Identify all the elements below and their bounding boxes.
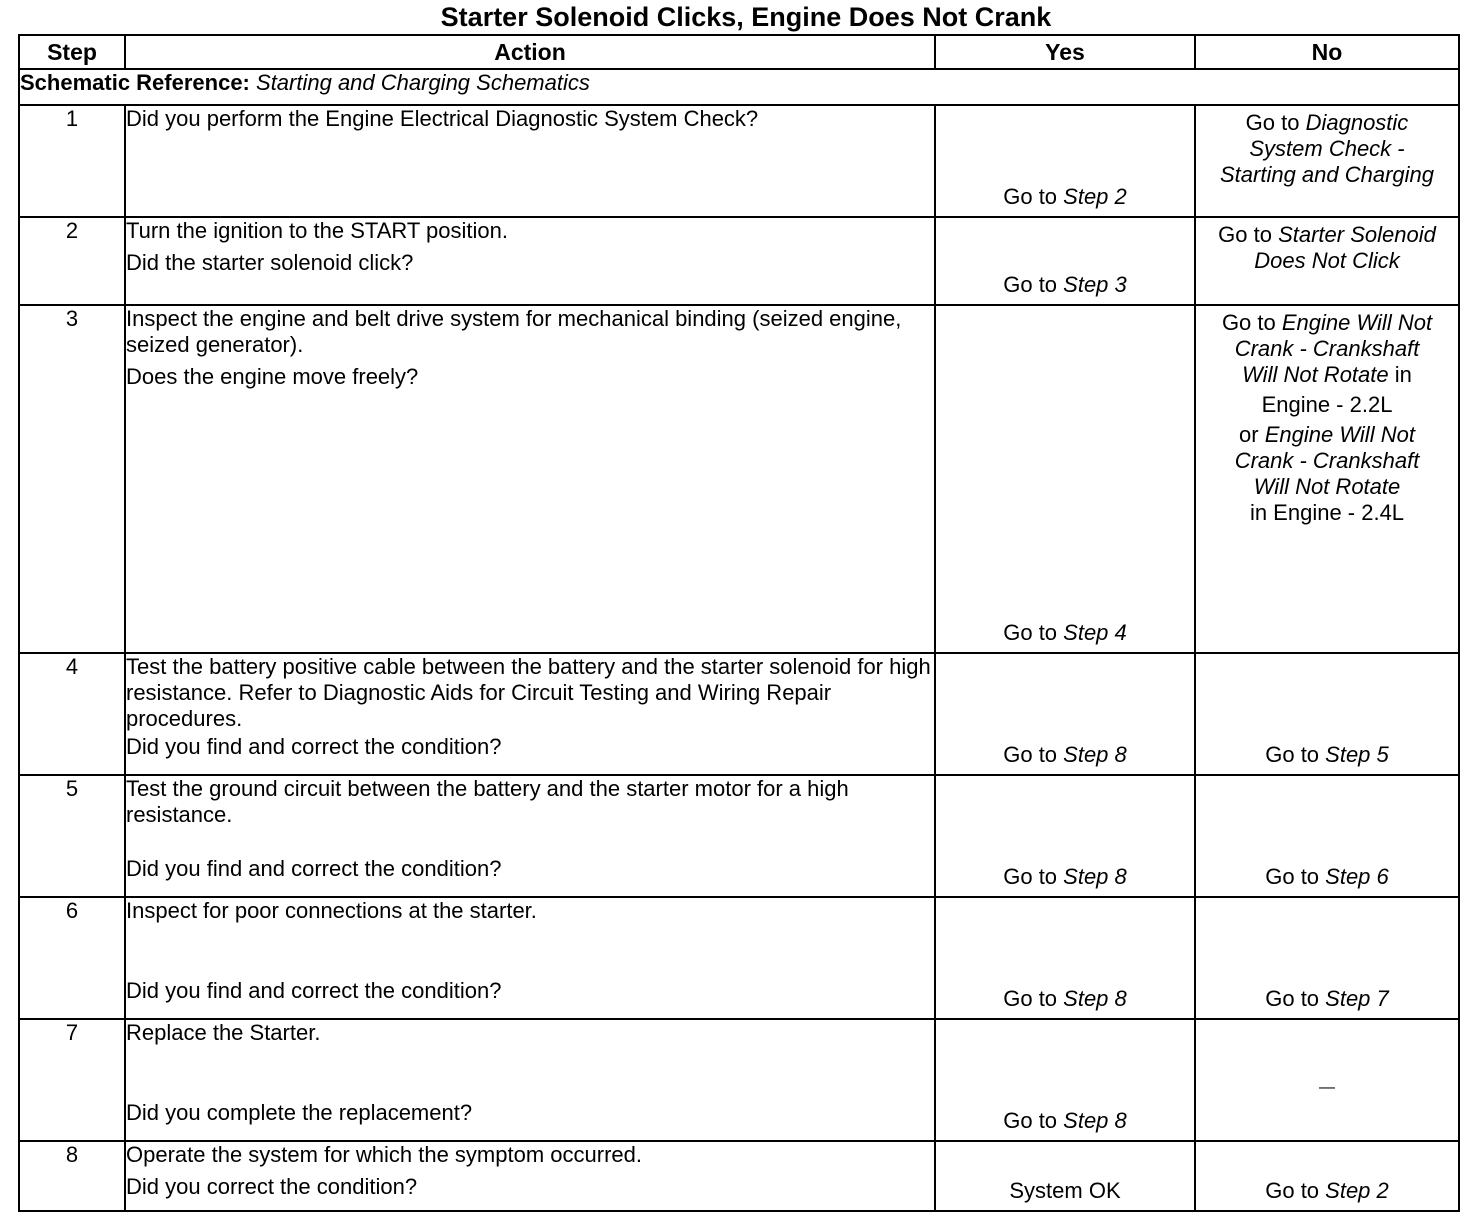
no-goto — [1196, 986, 1458, 1012]
action-text: Turn the ignition to the START position. — [126, 218, 508, 243]
goto-link[interactable]: Step 2 — [1063, 184, 1127, 209]
yes-cell — [935, 1019, 1195, 1141]
yes-cell — [935, 105, 1195, 217]
goto-prefix: Go to — [1265, 864, 1326, 889]
no-cell — [1195, 775, 1459, 897]
goto-link[interactable]: Step 7 — [1325, 986, 1389, 1011]
action-question: Does the engine move freely? — [126, 364, 419, 389]
yes-cell — [935, 217, 1195, 305]
yes-cell — [935, 897, 1195, 1019]
table-row — [19, 217, 1459, 305]
yes-cell — [935, 305, 1195, 653]
yes-goto — [936, 184, 1194, 210]
goto-prefix: Go to — [1003, 1108, 1064, 1133]
no-goto — [1196, 1178, 1458, 1204]
goto-link[interactable]: Engine Will Not Crank - Crankshaft Will Not Rotate — [1234, 310, 1433, 387]
no-cell — [1195, 897, 1459, 1019]
or-label: or — [1239, 422, 1265, 447]
goto-prefix: Go to — [1003, 184, 1064, 209]
table-row — [19, 653, 1459, 775]
goto-link[interactable]: Step 4 — [1063, 620, 1127, 645]
schematic-reference — [19, 69, 1459, 105]
goto-prefix: Go to — [1218, 222, 1279, 247]
goto-link[interactable]: Diagnostic System Check - Starting and Charging — [1219, 110, 1435, 187]
no-cell — [1195, 653, 1459, 775]
goto-link[interactable]: Step 2 — [1325, 1178, 1389, 1203]
table-row — [19, 775, 1459, 897]
table-row — [19, 897, 1459, 1019]
table-row — [19, 105, 1459, 217]
step-number: 1 — [19, 105, 125, 217]
action-question: Did you find and correct the condition? — [126, 978, 502, 1003]
goto-link[interactable]: Step 5 — [1325, 742, 1389, 767]
action-question: Did you find and correct the condition? — [126, 856, 502, 881]
goto-prefix: Go to — [1003, 742, 1064, 767]
action-cell — [125, 1141, 935, 1211]
no-cell — [1195, 1141, 1459, 1211]
yes-cell — [935, 775, 1195, 897]
goto-prefix: Go to — [1245, 110, 1306, 135]
no-cell — [1195, 1019, 1459, 1141]
engine-variant-label: Engine - 2.2L — [1261, 392, 1393, 417]
goto-prefix: Go to — [1003, 986, 1064, 1011]
goto-prefix: Go to — [1003, 620, 1064, 645]
step-number: 3 — [19, 305, 125, 653]
header-step: Step — [19, 35, 125, 69]
yes-goto — [936, 864, 1194, 890]
alternate-goto — [1216, 422, 1438, 500]
no-goto — [1196, 864, 1458, 890]
header-yes: Yes — [935, 35, 1195, 69]
no-goto — [1196, 742, 1458, 768]
schematic-label: Schematic Reference: — [20, 70, 250, 95]
yes-goto — [936, 1108, 1194, 1134]
no-cell — [1195, 217, 1459, 305]
step-number: 5 — [19, 775, 125, 897]
yes-goto — [936, 986, 1194, 1012]
action-question: Did you correct the condition? — [126, 1174, 418, 1199]
no-goto — [1196, 218, 1458, 274]
no-goto — [1196, 106, 1458, 188]
table-row — [19, 1141, 1459, 1211]
action-cell — [125, 217, 935, 305]
action-cell — [125, 105, 935, 217]
action-text: Inspect the engine and belt drive system for mechanical binding (seized engine, seized generator). — [126, 306, 902, 357]
header-action: Action — [125, 35, 935, 69]
goto-link[interactable]: Engine Will Not Crank - Crankshaft Will Not Rotate — [1234, 422, 1420, 499]
yes-goto — [936, 272, 1194, 298]
table-row — [19, 305, 1459, 653]
no-goto — [1196, 306, 1458, 526]
action-cell — [125, 897, 935, 1019]
no-cell — [1195, 105, 1459, 217]
yes-cell — [935, 653, 1195, 775]
goto-link[interactable]: Step 8 — [1063, 742, 1127, 767]
engine-variant-label: in Engine - 2.4L — [1249, 500, 1405, 525]
schematic-row — [19, 69, 1459, 105]
page-title: Starter Solenoid Clicks, Engine Does Not Crank — [440, 2, 1052, 32]
step-number: 7 — [19, 1019, 125, 1141]
no-cell — [1195, 305, 1459, 653]
action-text: Test the battery positive cable between the battery and the starter solenoid for high resistance. Refer to Diagnostic Aids for Circuit Testing and Wiring Repair procedures. — [126, 654, 931, 731]
goto-prefix: Go to — [1221, 310, 1282, 335]
system-ok-text: System OK — [1009, 1178, 1121, 1203]
goto-prefix: Go to — [1265, 986, 1326, 1011]
goto-suffix: in — [1388, 362, 1412, 387]
goto-prefix: Go to — [1265, 742, 1326, 767]
table-row — [19, 1019, 1459, 1141]
goto-link[interactable]: Step 8 — [1063, 864, 1127, 889]
action-text: Test the ground circuit between the battery and the starter motor for a high resistance. — [126, 776, 849, 827]
step-number: 4 — [19, 653, 125, 775]
action-text: Operate the system for which the symptom occurred. — [126, 1142, 642, 1167]
schematic-link: Starting and Charging Schematics — [256, 70, 590, 95]
action-text: Replace the Starter. — [126, 1020, 321, 1045]
action-question: Did you find and correct the condition? — [126, 734, 502, 759]
yes-goto — [936, 742, 1194, 768]
action-cell — [125, 305, 935, 653]
step-number: 8 — [19, 1141, 125, 1211]
goto-prefix: Go to — [1003, 864, 1064, 889]
goto-link[interactable]: Step 3 — [1063, 272, 1127, 297]
yes-cell — [935, 1141, 1195, 1211]
yes-goto — [936, 620, 1194, 646]
step-number: 6 — [19, 897, 125, 1019]
goto-prefix: Go to — [1265, 1178, 1326, 1203]
action-question: Did you complete the replacement? — [126, 1100, 473, 1125]
goto-link[interactable]: Starter Solenoid Does Not Click — [1254, 222, 1436, 273]
goto-prefix: Go to — [1003, 272, 1064, 297]
action-text: Did you perform the Engine Electrical Diagnostic System Check? — [126, 106, 759, 131]
action-text: Inspect for poor connections at the starter. — [126, 898, 537, 923]
header-row — [19, 35, 1459, 69]
action-cell — [125, 1019, 935, 1141]
step-number: 2 — [19, 217, 125, 305]
action-question: Did the starter solenoid click? — [126, 250, 414, 275]
action-cell — [125, 653, 935, 775]
not-applicable-dash: — — [1319, 1079, 1335, 1097]
goto-link[interactable]: Step 8 — [1063, 986, 1127, 1011]
action-cell — [125, 775, 935, 897]
diagnostic-table — [18, 34, 1460, 1212]
goto-link[interactable]: Step 6 — [1325, 864, 1389, 889]
goto-link[interactable]: Step 8 — [1063, 1108, 1127, 1133]
header-no: No — [1195, 35, 1459, 69]
